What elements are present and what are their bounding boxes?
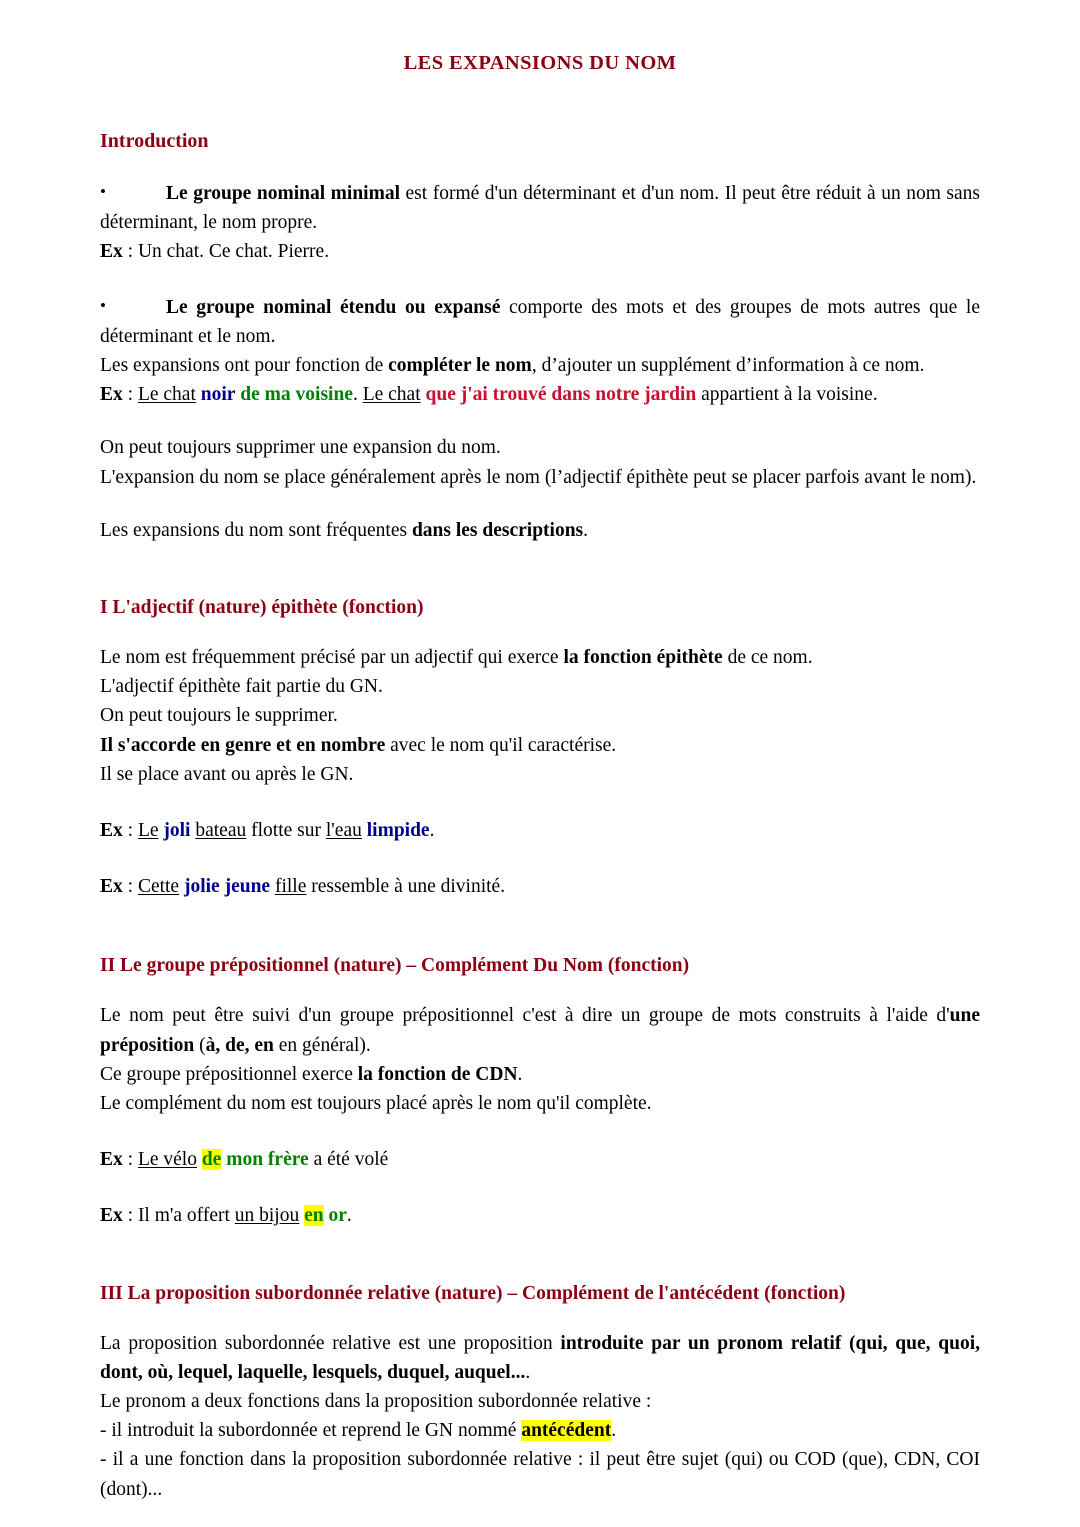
example-separator: : [122, 241, 138, 263]
example-punct: . [352, 384, 363, 406]
s2-bold-cdn: la fonction de CDN [357, 1063, 518, 1085]
s2-text-b: en général). [273, 1034, 371, 1056]
expansion-text-a: Les expansions ont pour fonction de [100, 355, 389, 377]
bullet-rest-text: comporte des mots et des groupes de mots autres que le déterminant et le nom. [100, 296, 980, 347]
example-underlined-gn-2: Le chat [362, 384, 421, 406]
paragraph-s2-line3: Le complément du nom est toujours placé après le nom qu'il complète. [100, 1093, 652, 1115]
s3-l3-b: . [611, 1420, 617, 1442]
bullet-rest-text: est formé d'un déterminant et d'un nom. Il peut être réduit à un nom sans déterminant, le nom propre. [100, 183, 980, 234]
bullet-dot-icon: • [100, 295, 106, 315]
bullet-bold-lead: Le groupe nominal étendu ou expansé [166, 296, 501, 318]
example-label: Ex [100, 820, 123, 842]
note-text-a: Les expansions du nom sont fréquentes [100, 519, 412, 541]
paragraph-s1-line2: L'adjectif épithète fait partie du GN. [100, 676, 383, 698]
paragraph-s1-line4 [100, 731, 980, 760]
example-tail: appartient à la voisine. [696, 384, 878, 406]
heading-introduction: Introduction [100, 130, 209, 152]
note-bold: dans les descriptions [411, 519, 584, 541]
bullet-marker [100, 291, 166, 322]
s1-text-a: Le nom est fréquemment précisé par un adjectif qui exerce [100, 647, 564, 669]
example-label: Ex [100, 1205, 123, 1227]
example-relative-clause-crimson: que j'ai trouvé dans notre jardin [425, 384, 697, 406]
s2-l2-a: Ce groupe prépositionnel exerce [100, 1063, 358, 1085]
paragraph-s1-example-1 [100, 816, 980, 845]
s1-ex1-punct: . [429, 820, 435, 842]
paragraph-note-descriptions [100, 516, 980, 545]
s1-ex1-noun-leau: l'eau [325, 820, 362, 842]
paragraph-s2-example-2 [100, 1201, 980, 1230]
paragraph-note-placement: L'expansion du nom se place généralement après le nom (l’adjectif épithète peut se placer parfois avant le nom). [100, 466, 977, 488]
s2-ex2-punct: . [346, 1205, 352, 1227]
example-separator: : [122, 876, 138, 898]
paragraph-s1-line1 [100, 643, 980, 672]
s1-ex2-adjectives: jolie jeune [183, 876, 271, 898]
paragraph-bullet-expanse [100, 291, 980, 351]
paragraph-note-suppress: On peut toujours supprimer une expansion du nom. [100, 437, 501, 459]
paragraph-bullet-minimal [100, 177, 980, 237]
example-label: Ex [100, 241, 123, 263]
page-title: LES EXPANSIONS DU NOM [403, 52, 677, 74]
example-separator: : [122, 1149, 138, 1171]
s1-ex1-noun-bateau: bateau [195, 820, 247, 842]
paragraph-s3-line3 [100, 1416, 980, 1445]
s1-bold-fonction-epithete: la fonction épithète [563, 647, 723, 669]
s1-bold-accord: Il s'accorde en genre et en nombre [100, 734, 386, 756]
s2-bold-preposition: une préposition [100, 1005, 980, 1056]
heading-section-1: I L'adjectif (nature) épithète (fonction) [100, 597, 424, 619]
s2-ex2-preposition-highlight: en [304, 1205, 324, 1227]
s2-l2-b: . [517, 1063, 523, 1085]
paragraph-s3-line1 [100, 1329, 980, 1387]
s1-ex1-adj-joli: joli [163, 820, 191, 842]
bullet-dot-icon: • [100, 182, 106, 201]
example-separator: : [122, 820, 138, 842]
paragraph-s1-line5: Il se place avant ou après le GN. [100, 763, 354, 785]
paragraph-expansion-function [100, 351, 980, 380]
s2-text-a: Le nom peut être suivi d'un groupe prépositionnel c'est à dire un groupe de mots construits à l'aide d' [100, 1005, 950, 1027]
paragraph-s1-example-2 [100, 872, 980, 901]
s3-text-a: La proposition subordonnée relative est une proposition [100, 1332, 561, 1354]
s1-ex1-mid: flotte sur [246, 820, 326, 842]
s1-ex2-noun-fille: fille [274, 876, 307, 898]
expansion-bold: compléter le nom [388, 355, 532, 377]
paragraph-example-minimal [100, 237, 980, 266]
s3-text-b: . [525, 1361, 531, 1383]
example-underlined-gn-1: Le chat [137, 384, 196, 406]
s2-ex2-lead: Il m'a offert [137, 1205, 235, 1227]
paragraph-s1-line3: On peut toujours le supprimer. [100, 705, 338, 727]
s2-ex2-cdn: or [323, 1205, 347, 1227]
s3-antecedent-highlight: antécédent [521, 1420, 612, 1442]
s2-ex1-cdn: mon frère [221, 1149, 309, 1171]
example-cdn-green: de ma voisine [240, 384, 353, 406]
example-label: Ex [100, 1149, 123, 1171]
example-label: Ex [100, 384, 123, 406]
s2-mid: ( [194, 1034, 206, 1056]
paragraph-s3-line4: - il a une fonction dans la proposition subordonnée relative : il peut être sujet (qui) ou COD (que), CDN, COI (dont)... [100, 1449, 980, 1500]
document-content [100, 0, 980, 1504]
s3-bold-pronoms: introduite par un pronom relatif (qui, que, quoi, dont, où, lequel, laquelle, lesquels, duquel, auquel... [100, 1332, 980, 1383]
example-adjective-blue: noir [200, 384, 236, 406]
note-text-b: . [583, 519, 589, 541]
example-label: Ex [100, 876, 123, 898]
s1-line4-rest: avec le nom qu'il caractérise. [385, 734, 617, 756]
s2-ex1-gn: Le vélo [137, 1149, 197, 1171]
heading-section-2: II Le groupe prépositionnel (nature) – Complément Du Nom (fonction) [100, 955, 690, 977]
paragraph-s2-example-1 [100, 1145, 980, 1174]
s1-ex2-det: Cette [137, 876, 180, 898]
s2-ex1-tail: a été volé [308, 1149, 389, 1171]
example-separator: : [122, 1205, 138, 1227]
s2-bold-prepositions-list: à, de, en [205, 1034, 274, 1056]
example-text: Un chat. Ce chat. Pierre. [137, 241, 330, 263]
paragraph-s2-line2 [100, 1060, 980, 1089]
expansion-text-b: , d’ajouter un supplément d’information à ce nom. [531, 355, 925, 377]
s3-l3-a: - il introduit la subordonnée et reprend le GN nommé [100, 1420, 522, 1442]
s1-text-b: de ce nom. [722, 647, 813, 669]
example-separator: : [122, 384, 138, 406]
s2-ex1-preposition-highlight: de [201, 1149, 222, 1171]
paragraph-example-expanse [100, 380, 980, 409]
heading-section-3: III La proposition subordonnée relative (nature) – Complément de l'antécédent (fonction) [100, 1282, 846, 1304]
paragraph-s2-line1 [100, 1001, 980, 1059]
bullet-marker [100, 177, 166, 208]
s1-ex2-tail: ressemble à une divinité. [306, 876, 506, 898]
paragraph-s3-line2: Le pronom a deux fonctions dans la proposition subordonnée relative : [100, 1391, 652, 1413]
bullet-bold-lead: Le groupe nominal minimal [166, 183, 400, 204]
s2-ex2-gn: un bijou [234, 1205, 300, 1227]
s1-ex1-det: Le [137, 820, 159, 842]
s1-ex1-adj-limpide: limpide [366, 820, 430, 842]
